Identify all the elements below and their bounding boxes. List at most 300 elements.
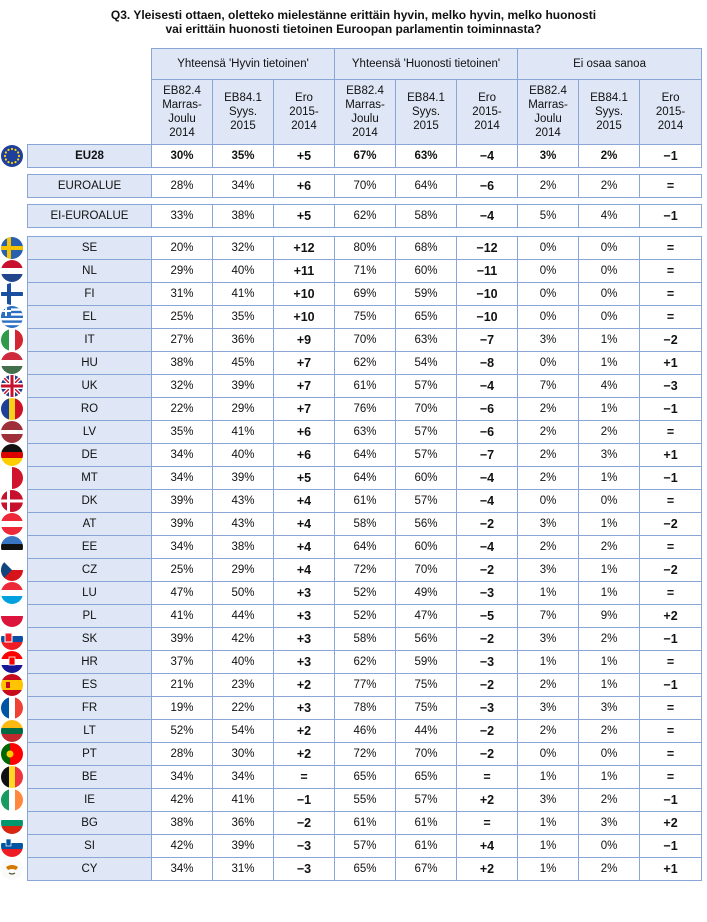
- title-line-2: vai erittäin huonosti tietoinen Euroopan parlamentin toiminnasta?: [165, 22, 542, 36]
- value-cell: 39%: [152, 490, 213, 513]
- value-cell: 22%: [152, 398, 213, 421]
- value-cell: 0%: [518, 490, 579, 513]
- diff-cell: =: [640, 175, 702, 198]
- diff-cell: −4: [457, 536, 518, 559]
- subheader-0-2: Ero 2015- 2014: [274, 80, 335, 145]
- value-cell: 40%: [213, 444, 274, 467]
- value-cell: 7%: [518, 605, 579, 628]
- value-cell: 1%: [579, 513, 640, 536]
- diff-cell: +9: [274, 329, 335, 352]
- value-cell: 35%: [152, 421, 213, 444]
- diff-cell: =: [640, 421, 702, 444]
- row-label: DE: [28, 444, 152, 467]
- diff-cell: −10: [457, 283, 518, 306]
- diff-cell: +4: [274, 490, 335, 513]
- value-cell: 1%: [579, 467, 640, 490]
- diff-cell: +3: [274, 628, 335, 651]
- flag-icon-sk: [1, 628, 23, 650]
- value-cell: 39%: [152, 628, 213, 651]
- value-cell: 1%: [518, 651, 579, 674]
- diff-cell: −11: [457, 260, 518, 283]
- value-cell: 4%: [579, 205, 640, 228]
- value-cell: 34%: [152, 536, 213, 559]
- diff-cell: =: [640, 306, 702, 329]
- table-row: [28, 352, 702, 375]
- table-row: [28, 329, 702, 352]
- flag-icon-uk: [1, 375, 23, 397]
- diff-cell: −1: [640, 145, 702, 168]
- value-cell: 55%: [335, 789, 396, 812]
- diff-cell: −6: [457, 421, 518, 444]
- value-cell: 75%: [396, 674, 457, 697]
- value-cell: 47%: [152, 582, 213, 605]
- value-cell: 32%: [152, 375, 213, 398]
- row-label: NL: [28, 260, 152, 283]
- table-row: [28, 812, 702, 835]
- value-cell: 0%: [579, 283, 640, 306]
- value-cell: 0%: [518, 283, 579, 306]
- value-cell: 25%: [152, 306, 213, 329]
- row-label: EL: [28, 306, 152, 329]
- diff-cell: =: [640, 743, 702, 766]
- value-cell: 59%: [396, 651, 457, 674]
- value-cell: 39%: [213, 835, 274, 858]
- value-cell: 67%: [335, 145, 396, 168]
- value-cell: 34%: [213, 766, 274, 789]
- diff-cell: −2: [457, 674, 518, 697]
- value-cell: 2%: [518, 720, 579, 743]
- group-header-well-informed: Yhteensä 'Hyvin tietoinen': [152, 49, 335, 80]
- value-cell: 54%: [396, 352, 457, 375]
- value-cell: 60%: [396, 536, 457, 559]
- value-cell: 64%: [335, 536, 396, 559]
- subheader-2-2: Ero 2015- 2014: [640, 80, 702, 145]
- value-cell: 1%: [518, 812, 579, 835]
- value-cell: 3%: [579, 812, 640, 835]
- table-row: [28, 444, 702, 467]
- value-cell: 35%: [213, 145, 274, 168]
- value-cell: 0%: [579, 835, 640, 858]
- diff-cell: +3: [274, 697, 335, 720]
- value-cell: 2%: [518, 536, 579, 559]
- flag-icon-dk: [1, 490, 23, 512]
- value-cell: 4%: [579, 375, 640, 398]
- table-row: [28, 743, 702, 766]
- table-row: [28, 674, 702, 697]
- value-cell: 52%: [335, 582, 396, 605]
- table-row: [28, 421, 702, 444]
- diff-cell: +2: [274, 743, 335, 766]
- diff-cell: −2: [640, 329, 702, 352]
- row-label: SK: [28, 628, 152, 651]
- diff-cell: =: [640, 720, 702, 743]
- value-cell: 58%: [335, 628, 396, 651]
- value-cell: 29%: [213, 398, 274, 421]
- value-cell: 70%: [396, 398, 457, 421]
- flag-icon-de: [1, 444, 23, 466]
- value-cell: 1%: [579, 352, 640, 375]
- value-cell: 3%: [518, 789, 579, 812]
- table-row: [28, 513, 702, 536]
- value-cell: 41%: [213, 789, 274, 812]
- value-cell: 2%: [579, 536, 640, 559]
- value-cell: 50%: [213, 582, 274, 605]
- diff-cell: +6: [274, 175, 335, 198]
- row-label: FI: [28, 283, 152, 306]
- diff-cell: −4: [457, 490, 518, 513]
- corner-blank-2: [28, 80, 152, 145]
- value-cell: 45%: [213, 352, 274, 375]
- table-row: [28, 858, 702, 881]
- separator-row: [28, 228, 702, 237]
- value-cell: 71%: [335, 260, 396, 283]
- diff-cell: +10: [274, 306, 335, 329]
- subheader-2-0: EB82.4 Marras- Joulu 2014: [518, 80, 579, 145]
- flag-icon-eu: [1, 145, 23, 167]
- flag-icon-ee: [1, 536, 23, 558]
- value-cell: 57%: [335, 835, 396, 858]
- value-cell: 2%: [579, 145, 640, 168]
- value-cell: 43%: [213, 490, 274, 513]
- value-cell: 21%: [152, 674, 213, 697]
- corner-blank: [28, 49, 152, 80]
- flag-icon-se: [1, 237, 23, 259]
- value-cell: 0%: [518, 260, 579, 283]
- value-cell: 61%: [396, 835, 457, 858]
- diff-cell: +5: [274, 205, 335, 228]
- value-cell: 27%: [152, 329, 213, 352]
- diff-cell: −2: [457, 628, 518, 651]
- value-cell: 40%: [213, 651, 274, 674]
- value-cell: 1%: [579, 651, 640, 674]
- flag-icon-el: [1, 306, 23, 328]
- value-cell: 54%: [213, 720, 274, 743]
- row-label: DK: [28, 490, 152, 513]
- row-label: LU: [28, 582, 152, 605]
- table-row: [28, 490, 702, 513]
- value-cell: 38%: [152, 352, 213, 375]
- value-cell: 0%: [518, 743, 579, 766]
- table-row: [28, 145, 702, 168]
- flag-icon-es: [1, 674, 23, 696]
- value-cell: 1%: [579, 398, 640, 421]
- value-cell: 2%: [579, 720, 640, 743]
- value-cell: 65%: [335, 766, 396, 789]
- diff-cell: +5: [274, 467, 335, 490]
- value-cell: 63%: [335, 421, 396, 444]
- value-cell: 39%: [152, 513, 213, 536]
- table-row: [28, 835, 702, 858]
- value-cell: 70%: [396, 559, 457, 582]
- row-label: PT: [28, 743, 152, 766]
- value-cell: 80%: [335, 237, 396, 260]
- value-cell: 42%: [152, 835, 213, 858]
- diff-cell: −3: [457, 651, 518, 674]
- diff-cell: −4: [457, 145, 518, 168]
- value-cell: 3%: [579, 697, 640, 720]
- diff-cell: =: [274, 766, 335, 789]
- diff-cell: −2: [274, 812, 335, 835]
- value-cell: 22%: [213, 697, 274, 720]
- diff-cell: +3: [274, 605, 335, 628]
- diff-cell: +4: [274, 513, 335, 536]
- table-row: [28, 375, 702, 398]
- diff-cell: −8: [457, 352, 518, 375]
- row-label: IT: [28, 329, 152, 352]
- value-cell: 2%: [518, 674, 579, 697]
- value-cell: 62%: [335, 352, 396, 375]
- value-cell: 44%: [213, 605, 274, 628]
- diff-cell: +7: [274, 352, 335, 375]
- value-cell: 41%: [152, 605, 213, 628]
- diff-cell: +4: [274, 559, 335, 582]
- value-cell: 19%: [152, 697, 213, 720]
- value-cell: 75%: [335, 306, 396, 329]
- value-cell: 65%: [396, 306, 457, 329]
- diff-cell: =: [640, 651, 702, 674]
- flag-icon-bg: [1, 812, 23, 834]
- value-cell: 31%: [213, 858, 274, 881]
- row-label: UK: [28, 375, 152, 398]
- diff-cell: −1: [640, 205, 702, 228]
- table-row: [28, 697, 702, 720]
- row-label: PL: [28, 605, 152, 628]
- value-cell: 0%: [579, 306, 640, 329]
- value-cell: 52%: [152, 720, 213, 743]
- table-row: [28, 237, 702, 260]
- diff-cell: +6: [274, 444, 335, 467]
- diff-cell: −2: [457, 720, 518, 743]
- diff-cell: −10: [457, 306, 518, 329]
- value-cell: 28%: [152, 175, 213, 198]
- subheader-0-1: EB84.1 Syys. 2015: [213, 80, 274, 145]
- diff-cell: −1: [640, 789, 702, 812]
- group-header-row: [28, 49, 702, 80]
- value-cell: 76%: [335, 398, 396, 421]
- table-row: [28, 398, 702, 421]
- diff-cell: −2: [640, 513, 702, 536]
- value-cell: 60%: [396, 260, 457, 283]
- diff-cell: +2: [457, 789, 518, 812]
- diff-cell: −1: [640, 398, 702, 421]
- group-header-dont-know: Ei osaa sanoa: [518, 49, 702, 80]
- row-label: MT: [28, 467, 152, 490]
- diff-cell: +5: [274, 145, 335, 168]
- diff-cell: −3: [274, 835, 335, 858]
- row-label: ES: [28, 674, 152, 697]
- table-body: [28, 145, 702, 881]
- row-label: HR: [28, 651, 152, 674]
- diff-cell: −1: [640, 628, 702, 651]
- value-cell: 61%: [335, 375, 396, 398]
- value-cell: 3%: [518, 513, 579, 536]
- value-cell: 56%: [396, 513, 457, 536]
- value-cell: 36%: [213, 812, 274, 835]
- subheader-1-2: Ero 2015- 2014: [457, 80, 518, 145]
- value-cell: 57%: [396, 375, 457, 398]
- row-label: EUROALUE: [28, 175, 152, 198]
- flag-icon-cy: [1, 858, 23, 880]
- diff-cell: −2: [640, 559, 702, 582]
- value-cell: 2%: [518, 398, 579, 421]
- diff-cell: −6: [457, 398, 518, 421]
- value-cell: 0%: [518, 237, 579, 260]
- value-cell: 1%: [518, 835, 579, 858]
- table-row: [28, 720, 702, 743]
- flag-icon-be: [1, 766, 23, 788]
- value-cell: 31%: [152, 283, 213, 306]
- value-cell: 36%: [213, 329, 274, 352]
- diff-cell: −5: [457, 605, 518, 628]
- value-cell: 67%: [396, 858, 457, 881]
- diff-cell: =: [640, 697, 702, 720]
- diff-cell: +11: [274, 260, 335, 283]
- table-row: [28, 467, 702, 490]
- value-cell: 61%: [335, 490, 396, 513]
- value-cell: 2%: [518, 421, 579, 444]
- value-cell: 20%: [152, 237, 213, 260]
- table-row: [28, 175, 702, 198]
- flag-icon-hr: [1, 651, 23, 673]
- flag-icon-fi: [1, 283, 23, 305]
- diff-cell: +2: [640, 605, 702, 628]
- diff-cell: =: [457, 812, 518, 835]
- value-cell: 1%: [579, 329, 640, 352]
- diff-cell: +4: [274, 536, 335, 559]
- value-cell: 65%: [335, 858, 396, 881]
- diff-cell: =: [640, 582, 702, 605]
- value-cell: 33%: [152, 205, 213, 228]
- subheader-0-0: EB82.4 Marras- Joulu 2014: [152, 80, 213, 145]
- value-cell: 47%: [396, 605, 457, 628]
- value-cell: 63%: [396, 329, 457, 352]
- diff-cell: −2: [457, 513, 518, 536]
- row-label: RO: [28, 398, 152, 421]
- value-cell: 57%: [396, 789, 457, 812]
- diff-cell: +1: [640, 352, 702, 375]
- value-cell: 46%: [335, 720, 396, 743]
- value-cell: 1%: [579, 582, 640, 605]
- value-cell: 2%: [518, 467, 579, 490]
- row-label: LV: [28, 421, 152, 444]
- value-cell: 43%: [213, 513, 274, 536]
- flag-icon-nl: [1, 260, 23, 282]
- value-cell: 38%: [213, 536, 274, 559]
- diff-cell: =: [640, 536, 702, 559]
- value-cell: 69%: [335, 283, 396, 306]
- value-cell: 1%: [579, 766, 640, 789]
- row-label: SE: [28, 237, 152, 260]
- diff-cell: −3: [640, 375, 702, 398]
- value-cell: 64%: [335, 444, 396, 467]
- value-cell: 41%: [213, 283, 274, 306]
- diff-cell: −4: [457, 467, 518, 490]
- flag-icon-lv: [1, 421, 23, 443]
- diff-cell: −7: [457, 329, 518, 352]
- flag-icon-mt: [1, 467, 23, 489]
- value-cell: 1%: [518, 858, 579, 881]
- value-cell: 2%: [579, 858, 640, 881]
- value-cell: 30%: [152, 145, 213, 168]
- diff-cell: −3: [457, 582, 518, 605]
- value-cell: 64%: [396, 175, 457, 198]
- diff-cell: +4: [457, 835, 518, 858]
- diff-cell: =: [640, 260, 702, 283]
- value-cell: 70%: [335, 175, 396, 198]
- flag-icon-ie: [1, 789, 23, 811]
- value-cell: 34%: [213, 175, 274, 198]
- value-cell: 57%: [396, 421, 457, 444]
- table-row: [28, 536, 702, 559]
- diff-cell: −3: [457, 697, 518, 720]
- flag-icon-lu: [1, 582, 23, 604]
- value-cell: 39%: [213, 467, 274, 490]
- value-cell: 41%: [213, 421, 274, 444]
- value-cell: 57%: [396, 444, 457, 467]
- value-cell: 2%: [518, 175, 579, 198]
- row-label: EE: [28, 536, 152, 559]
- value-cell: 0%: [579, 490, 640, 513]
- value-cell: 38%: [152, 812, 213, 835]
- value-cell: 40%: [213, 260, 274, 283]
- separator-row: [28, 168, 702, 175]
- diff-cell: =: [640, 766, 702, 789]
- title-line-1: Q3. Yleisesti ottaen, oletteko mielestänne erittäin hyvin, melko hyvin, melko huonosti: [110, 8, 597, 22]
- table-row: [28, 283, 702, 306]
- table-row: [28, 260, 702, 283]
- value-cell: 65%: [396, 766, 457, 789]
- table-row: [28, 651, 702, 674]
- diff-cell: +1: [640, 444, 702, 467]
- diff-cell: −7: [457, 444, 518, 467]
- value-cell: 35%: [213, 306, 274, 329]
- value-cell: 61%: [396, 812, 457, 835]
- value-cell: 25%: [152, 559, 213, 582]
- diff-cell: −6: [457, 175, 518, 198]
- value-cell: 3%: [518, 559, 579, 582]
- flag-icon-hu: [1, 352, 23, 374]
- diff-cell: =: [640, 490, 702, 513]
- diff-cell: −12: [457, 237, 518, 260]
- value-cell: 23%: [213, 674, 274, 697]
- value-cell: 42%: [152, 789, 213, 812]
- value-cell: 2%: [579, 789, 640, 812]
- value-cell: 2%: [579, 628, 640, 651]
- value-cell: 7%: [518, 375, 579, 398]
- value-cell: 72%: [335, 559, 396, 582]
- diff-cell: =: [457, 766, 518, 789]
- flag-icon-lt: [1, 720, 23, 742]
- row-label: IE: [28, 789, 152, 812]
- flag-icon-it: [1, 329, 23, 351]
- row-label: EU28: [28, 145, 152, 168]
- value-cell: 32%: [213, 237, 274, 260]
- diff-cell: +1: [640, 858, 702, 881]
- diff-cell: −4: [457, 205, 518, 228]
- value-cell: 34%: [152, 467, 213, 490]
- group-header-badly-informed: Yhteensä 'Huonosti tietoinen': [335, 49, 518, 80]
- flag-icon-pl: [1, 605, 23, 627]
- diff-cell: +2: [274, 720, 335, 743]
- flag-icon-at: [1, 513, 23, 535]
- table-row: [28, 306, 702, 329]
- value-cell: 3%: [518, 145, 579, 168]
- table-row: [28, 205, 702, 228]
- value-cell: 52%: [335, 605, 396, 628]
- diff-cell: −2: [457, 559, 518, 582]
- value-cell: 68%: [396, 237, 457, 260]
- value-cell: 58%: [335, 513, 396, 536]
